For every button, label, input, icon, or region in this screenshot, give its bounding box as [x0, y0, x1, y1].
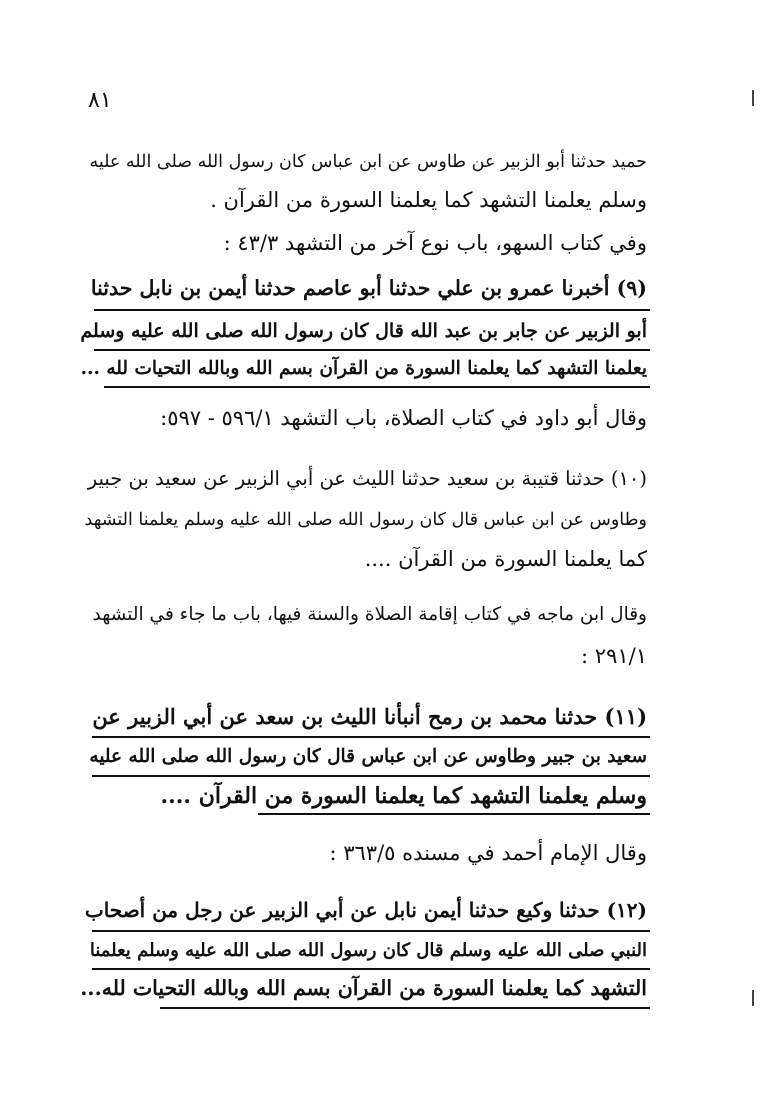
source-heading: وقال ابن ماجه في كتاب إقامة الصلاة والسنة فيها، باب ما جاء في التشهد [92, 604, 647, 625]
hadith-line: التشهد كما يعلمنا السورة من القرآن بسم الله وبالله التحيات لله... [80, 976, 647, 1000]
underline [92, 775, 650, 777]
hadith-line: النبي صلى الله عليه وسلم قال كان رسول الله صلى الله عليه وسلم يعلمنا [89, 940, 647, 961]
underline [160, 1007, 650, 1009]
hadith-line: يعلمنا التشهد كما يعلمنا السورة من القرآن بسم الله وبالله التحيات لله ... [80, 358, 647, 379]
underline [104, 386, 650, 388]
margin-mark [752, 990, 754, 1006]
underline [92, 736, 650, 738]
underline [258, 813, 650, 815]
hadith-line: سعيد بن جبير وطاوس عن ابن عباس قال كان رسول الله صلى الله عليه [89, 746, 647, 767]
source-heading: وقال الإمام أحمد في مسنده ٣٦٣/٥ : [329, 841, 647, 865]
paragraph-line: حميد حدثنا أبو الزبير عن طاوس عن ابن عباس كان رسول الله صلى الله عليه [89, 152, 647, 172]
source-heading: وقال أبو داود في كتاب الصلاة، باب التشهد ٥٩٦/١ - ٥٩٧: [160, 406, 647, 430]
margin-mark [752, 90, 754, 106]
page-number: ٨١ [88, 88, 112, 113]
hadith-line: (١١) حدثنا محمد بن رمح أنبأنا الليث بن سعد عن أبي الزبير عن [92, 704, 647, 729]
paragraph-line: وطاوس عن ابن عباس قال كان رسول الله صلى الله عليه وسلم يعلمنا التشهد [84, 510, 647, 530]
source-heading: ٢٩١/١ : [581, 644, 647, 668]
hadith-line: وسلم يعلمنا التشهد كما يعلمنا السورة من القرآن .... [160, 783, 647, 809]
hadith-line: (١٢) حدثنا وكيع حدثنا أيمن نابل عن أبي الزبير عن رجل من أصحاب [84, 898, 647, 922]
underline [92, 968, 650, 970]
hadith-line: (٩) أخبرنا عمرو بن علي حدثنا أبو عاصم حدثنا أيمن بن نابل حدثنا [90, 276, 647, 300]
underline [92, 930, 650, 932]
paragraph-line: وسلم يعلمنا التشهد كما يعلمنا السورة من القرآن . [210, 188, 647, 212]
hadith-line: أبو الزبير عن جابر بن عبد الله قال كان رسول الله صلى الله عليه وسلم [80, 320, 647, 342]
underline [94, 349, 650, 351]
source-heading: وفي كتاب السهو، باب نوع آخر من التشهد ٤٣/٣ : [223, 231, 647, 255]
underline [94, 309, 650, 311]
paragraph-line: (١٠) حدثنا قتيبة بن سعيد حدثنا الليث عن أبي الزبير عن سعيد بن جبير [87, 467, 647, 490]
paragraph-line: كما يعلمنا السورة من القرآن .... [364, 547, 647, 571]
